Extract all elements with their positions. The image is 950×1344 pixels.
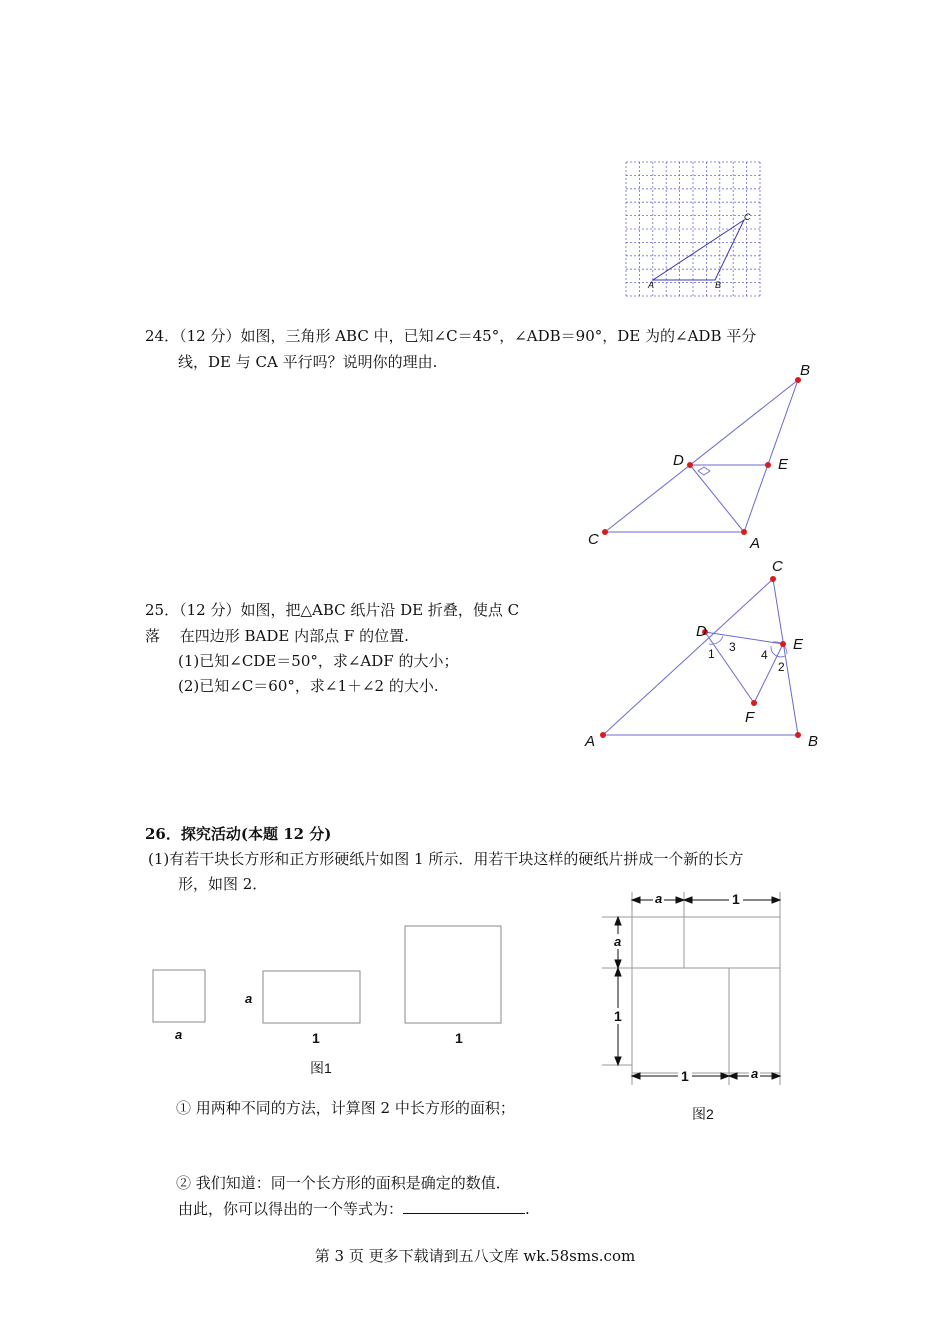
- q25-angle-4: 4: [761, 648, 768, 662]
- fig2-top-a: a: [655, 891, 663, 906]
- q24-label-e: E: [778, 456, 789, 473]
- q26-item3-prefix: 由此，你可以得出的一个等式为：: [178, 1200, 404, 1218]
- fig1-label-rect-1: 1: [312, 1030, 320, 1046]
- fig1-label-square-a: a: [175, 1027, 183, 1042]
- q24-number: 24．: [145, 327, 180, 345]
- q25-part2: (2)已知∠C＝60°，求∠1＋∠2 的大小.: [178, 677, 439, 695]
- fig1-label-square-1: 1: [455, 1030, 463, 1046]
- q24-label-c: C: [588, 531, 599, 548]
- q26-line2: 形，如图 2．: [178, 875, 268, 893]
- grid-label-b: B: [715, 280, 722, 290]
- q25-label-e: E: [793, 636, 804, 653]
- fig2-top-1: 1: [729, 891, 743, 907]
- answer-blank[interactable]: [403, 1199, 525, 1214]
- fig2-caption: 图2: [692, 1106, 714, 1122]
- fig2-bottom-1: 1: [678, 1068, 692, 1084]
- q25-angle-1: 1: [708, 647, 715, 661]
- fig2-left-a: a: [614, 934, 622, 949]
- q26-item1: ① 用两种不同的方法，计算图 2 中长方形的面积；: [176, 1099, 515, 1117]
- q25-label-f: F: [745, 709, 755, 726]
- q24-label-d: D: [673, 452, 684, 469]
- q25-label-b: B: [808, 733, 819, 750]
- q25-figure: [585, 560, 825, 760]
- q24-text1: （12 分）如图，三角形 ABC 中，已知∠C＝45°，∠ADB＝90°，DE 为的∠ADB 平分: [179, 327, 757, 345]
- fig1-small-square: [153, 970, 205, 1022]
- fig2-bottom-a: a: [751, 1066, 759, 1081]
- q25-label-a: A: [585, 733, 596, 750]
- q25-angle-2: 2: [778, 660, 785, 674]
- q26-figure2: [598, 888, 788, 1088]
- fig1-large-square: [405, 926, 501, 1023]
- q25-label-c: C: [772, 558, 783, 575]
- fig1-caption: 图1: [310, 1060, 332, 1076]
- q26-item3: [178, 1199, 530, 1219]
- q24-label-a: A: [750, 535, 761, 552]
- q25-angle-3: 3: [729, 640, 736, 654]
- q25-text1: （12 分）如图，把△ABC 纸片沿 DE 折叠，使点 C: [179, 601, 520, 619]
- q25-number: 25．: [145, 601, 180, 619]
- q24-line2: 线，DE 与 CA 平行吗？说明你的理由.: [178, 353, 438, 371]
- q26-figure1: [150, 925, 510, 1035]
- fig2-left-1: 1: [614, 1008, 622, 1024]
- q25-line1: [145, 600, 519, 620]
- fig1-rectangle: [263, 971, 360, 1023]
- q25-line2: 落 在四边形 BADE 内部点 F 的位置.: [145, 627, 409, 645]
- fig1-label-rect-a: a: [245, 991, 253, 1006]
- grid-label-a: A: [648, 280, 655, 290]
- q24-label-b: B: [800, 362, 811, 379]
- q25-part1: (1)已知∠CDE＝50°，求∠ADF 的大小；: [178, 652, 459, 670]
- grid-label-c: C: [744, 212, 751, 222]
- page-footer: 第 3 页 更多下载请到五八文库 wk.58sms.com: [314, 1247, 636, 1265]
- q24-figure: [580, 360, 820, 550]
- grid-figure: [626, 162, 762, 300]
- q26-item2: ② 我们知道：同一个长方形的面积是确定的数值．: [176, 1174, 511, 1192]
- q26-heading: 26．探究活动(本题 12 分): [145, 825, 332, 843]
- q24-line1: [145, 326, 756, 346]
- q25-label-d: D: [696, 623, 707, 640]
- q26-line1: (1)有若干块长方形和正方形硬纸片如图 1 所示．用若干块这样的硬纸片拼成一个新的长方: [148, 850, 744, 868]
- q26-item3-suffix: .: [525, 1200, 530, 1218]
